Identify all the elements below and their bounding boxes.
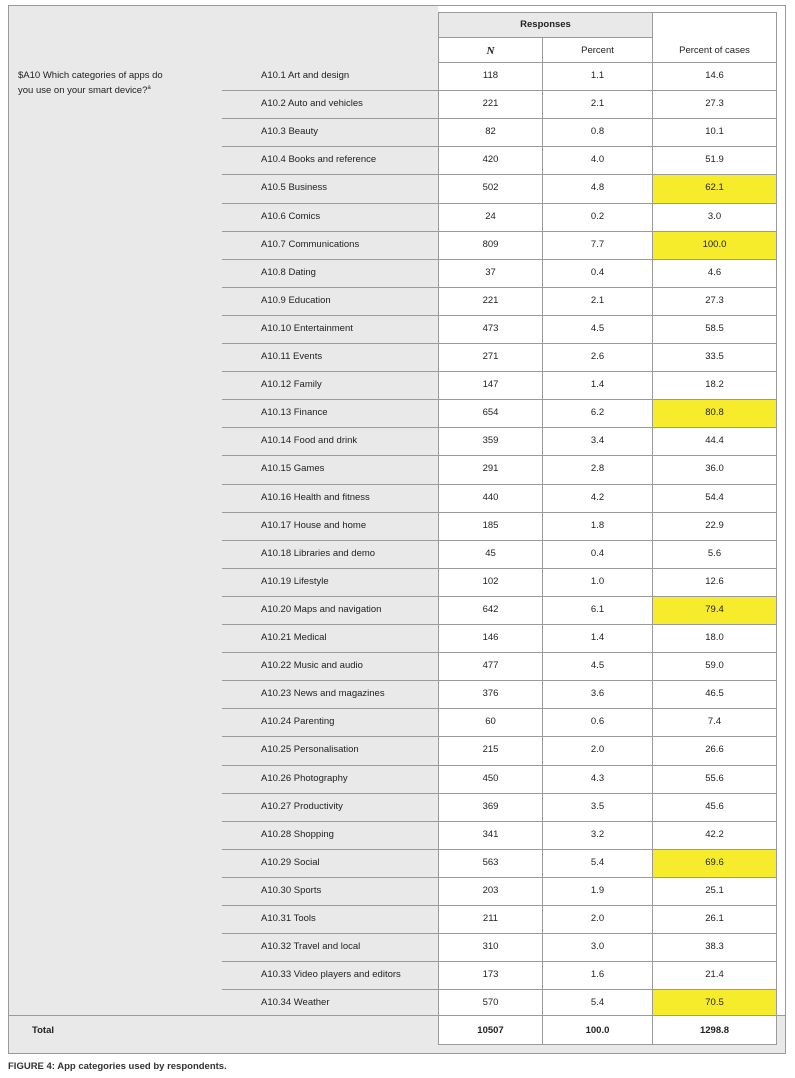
percent-header: Percent — [581, 45, 614, 56]
row-n: 291 — [482, 463, 499, 474]
row-n: 502 — [482, 182, 499, 193]
row-percent: 0.2 — [590, 211, 605, 222]
row-percent-of-cases: 62.1 — [705, 182, 724, 193]
row-percent-of-cases: 36.0 — [705, 463, 724, 474]
row-label: A10.6 Comics — [261, 211, 321, 222]
row-percent: 5.4 — [590, 997, 605, 1008]
row-percent: 4.2 — [590, 492, 605, 503]
row-percent: 2.0 — [590, 913, 605, 924]
row-percent-of-cases: 21.4 — [705, 969, 724, 980]
row-percent: 4.3 — [590, 773, 605, 784]
row-label: A10.26 Photography — [261, 773, 348, 784]
row-n: 642 — [482, 604, 499, 615]
row-label: A10.17 House and home — [261, 520, 367, 531]
row-divider — [222, 455, 438, 456]
row-label: A10.2 Auto and vehicles — [261, 98, 363, 109]
responses-header: Responses — [520, 19, 571, 30]
row-percent: 3.6 — [590, 688, 605, 699]
row-divider — [222, 287, 438, 288]
row-n: 450 — [482, 773, 499, 784]
row-label: A10.28 Shopping — [261, 829, 334, 840]
row-percent-of-cases: 25.1 — [705, 885, 724, 896]
row-n: 477 — [482, 660, 499, 671]
row-n: 24 — [485, 211, 496, 222]
row-divider — [222, 512, 438, 513]
row-percent: 2.0 — [590, 744, 605, 755]
row-divider — [222, 231, 438, 232]
row-divider — [222, 905, 438, 906]
n-header: N — [486, 45, 495, 57]
row-n: 60 — [485, 716, 496, 727]
row-percent-of-cases: 51.9 — [705, 154, 724, 165]
row-label: A10.10 Entertainment — [261, 323, 353, 334]
figure-caption: FIGURE 4: App categories used by respondents. — [8, 1061, 227, 1072]
row-label: A10.12 Family — [261, 379, 322, 390]
row-percent: 1.9 — [590, 885, 605, 896]
row-percent: 0.8 — [590, 126, 605, 137]
row-percent: 5.4 — [590, 857, 605, 868]
row-label: A10.3 Beauty — [261, 126, 319, 137]
row-percent: 0.4 — [590, 267, 605, 278]
row-percent: 6.1 — [590, 604, 605, 615]
row-divider — [222, 371, 438, 372]
percent-of-cases-header-cell — [652, 12, 777, 65]
row-percent-of-cases: 3.0 — [707, 211, 722, 222]
row-divider — [222, 961, 438, 962]
row-n: 341 — [482, 829, 499, 840]
percent-of-cases-header: Percent of cases — [679, 45, 750, 56]
row-label: A10.5 Business — [261, 182, 328, 193]
row-percent: 1.8 — [590, 520, 605, 531]
row-n: 185 — [482, 520, 499, 531]
row-n: 473 — [482, 323, 499, 334]
row-percent-of-cases: 27.3 — [705, 295, 724, 306]
row-percent: 1.0 — [590, 576, 605, 587]
row-divider — [222, 343, 438, 344]
row-label: A10.21 Medical — [261, 632, 327, 643]
row-n: 102 — [482, 576, 499, 587]
row-n: 809 — [482, 239, 499, 250]
row-percent-of-cases: 54.4 — [705, 492, 724, 503]
row-divider — [222, 484, 438, 485]
row-divider — [222, 765, 438, 766]
row-n: 376 — [482, 688, 499, 699]
row-n: 37 — [485, 267, 496, 278]
row-divider — [222, 793, 438, 794]
row-percent-of-cases: 55.6 — [705, 773, 724, 784]
row-percent: 0.6 — [590, 716, 605, 727]
row-label: A10.34 Weather — [261, 997, 330, 1008]
row-percent-of-cases: 44.4 — [705, 435, 724, 446]
row-divider — [222, 118, 438, 119]
row-percent-of-cases: 12.6 — [705, 576, 724, 587]
row-divider — [222, 652, 438, 653]
row-label: A10.19 Lifestyle — [261, 576, 329, 587]
row-percent-of-cases: 45.6 — [705, 801, 724, 812]
row-percent-of-cases: 42.2 — [705, 829, 724, 840]
row-percent: 6.2 — [590, 407, 605, 418]
row-percent: 0.4 — [590, 548, 605, 559]
row-n: 82 — [485, 126, 496, 137]
row-divider — [222, 399, 438, 400]
row-label: A10.22 Music and audio — [261, 660, 363, 671]
row-percent: 4.5 — [590, 323, 605, 334]
row-divider — [222, 933, 438, 934]
row-percent: 3.0 — [590, 941, 605, 952]
row-label: A10.9 Education — [261, 295, 331, 306]
row-percent-of-cases: 5.6 — [707, 548, 722, 559]
row-percent-of-cases: 80.8 — [705, 407, 724, 418]
row-label: A10.14 Food and drink — [261, 435, 358, 446]
row-divider — [222, 315, 438, 316]
row-n: 310 — [482, 941, 499, 952]
row-percent: 3.5 — [590, 801, 605, 812]
row-divider — [222, 174, 438, 175]
question-line-1: $A10 Which categories of apps do — [18, 70, 163, 81]
row-divider — [222, 90, 438, 91]
row-label: A10.18 Libraries and demo — [261, 548, 376, 559]
row-label: A10.11 Events — [261, 351, 323, 362]
row-n: 221 — [482, 98, 499, 109]
row-percent-of-cases: 100.0 — [702, 239, 727, 250]
row-percent-of-cases: 18.0 — [705, 632, 724, 643]
row-divider — [222, 849, 438, 850]
total-n: 10507 — [477, 1025, 504, 1036]
row-n: 211 — [482, 913, 499, 924]
row-label: A10.7 Communications — [261, 239, 360, 250]
row-divider — [222, 708, 438, 709]
row-label: A10.32 Travel and local — [261, 941, 361, 952]
row-n: 147 — [482, 379, 499, 390]
row-percent-of-cases: 27.3 — [705, 98, 724, 109]
row-percent: 3.4 — [590, 435, 605, 446]
row-percent: 1.4 — [590, 379, 605, 390]
row-percent-of-cases: 69.6 — [705, 857, 724, 868]
row-label: A10.8 Dating — [261, 267, 316, 278]
row-label: A10.25 Personalisation — [261, 744, 359, 755]
row-divider — [222, 540, 438, 541]
row-divider — [222, 146, 438, 147]
row-divider — [222, 680, 438, 681]
total-percent: 100.0 — [585, 1025, 610, 1036]
row-n: 369 — [482, 801, 499, 812]
row-percent: 7.7 — [590, 239, 605, 250]
row-percent-of-cases: 7.4 — [707, 716, 722, 727]
row-percent: 4.8 — [590, 182, 605, 193]
row-n: 440 — [482, 492, 499, 503]
row-percent-of-cases: 14.6 — [705, 70, 724, 81]
header-corner — [9, 6, 438, 64]
row-percent: 2.6 — [590, 351, 605, 362]
row-percent-of-cases: 26.1 — [705, 913, 724, 924]
row-percent: 3.2 — [590, 829, 605, 840]
row-percent-of-cases: 58.5 — [705, 323, 724, 334]
row-n: 215 — [482, 744, 499, 755]
row-percent: 1.6 — [590, 969, 605, 980]
row-percent: 2.1 — [590, 98, 605, 109]
row-label: A10.23 News and magazines — [261, 688, 385, 699]
row-percent: 2.1 — [590, 295, 605, 306]
row-n: 570 — [482, 997, 499, 1008]
row-percent: 1.1 — [590, 70, 605, 81]
row-divider — [222, 568, 438, 569]
row-label: A10.30 Sports — [261, 885, 322, 896]
row-label: A10.16 Health and fitness — [261, 492, 370, 503]
total-label: Total — [32, 1025, 54, 1036]
row-divider — [222, 596, 438, 597]
row-divider — [222, 877, 438, 878]
row-label: A10.33 Video players and editors — [261, 969, 401, 980]
row-label: A10.15 Games — [261, 463, 325, 474]
question-footnote-mark: a — [147, 85, 151, 91]
row-n: 271 — [482, 351, 499, 362]
row-divider — [222, 736, 438, 737]
row-percent-of-cases: 10.1 — [705, 126, 724, 137]
row-divider — [222, 624, 438, 625]
row-percent-of-cases: 79.4 — [705, 604, 724, 615]
row-percent: 1.4 — [590, 632, 605, 643]
row-n: 563 — [482, 857, 499, 868]
row-divider — [222, 427, 438, 428]
row-n: 146 — [482, 632, 499, 643]
row-label: A10.4 Books and reference — [261, 154, 377, 165]
row-label: A10.29 Social — [261, 857, 320, 868]
row-divider — [222, 821, 438, 822]
row-percent: 2.8 — [590, 463, 605, 474]
row-percent-of-cases: 38.3 — [705, 941, 724, 952]
row-divider — [222, 989, 438, 990]
row-percent-of-cases: 59.0 — [705, 660, 724, 671]
row-n: 420 — [482, 154, 499, 165]
row-n: 173 — [482, 969, 499, 980]
row-n: 359 — [482, 435, 499, 446]
row-label: A10.13 Finance — [261, 407, 328, 418]
row-percent-of-cases: 26.6 — [705, 744, 724, 755]
row-percent-of-cases: 33.5 — [705, 351, 724, 362]
row-label: A10.31 Tools — [261, 913, 316, 924]
row-n: 654 — [482, 407, 499, 418]
row-label: A10.1 Art and design — [261, 70, 350, 81]
row-divider — [222, 203, 438, 204]
total-cases: 1298.8 — [699, 1025, 730, 1036]
row-n: 45 — [485, 548, 496, 559]
row-percent-of-cases: 18.2 — [705, 379, 724, 390]
row-percent: 4.5 — [590, 660, 605, 671]
row-percent-of-cases: 22.9 — [705, 520, 724, 531]
row-percent: 4.0 — [590, 154, 605, 165]
row-label: A10.20 Maps and navigation — [261, 604, 382, 615]
row-n: 221 — [482, 295, 499, 306]
row-n: 118 — [482, 70, 499, 81]
row-divider — [222, 259, 438, 260]
row-n: 203 — [482, 885, 499, 896]
row-label: A10.24 Parenting — [261, 716, 335, 727]
row-percent-of-cases: 46.5 — [705, 688, 724, 699]
row-label: A10.27 Productivity — [261, 801, 343, 812]
row-percent-of-cases: 70.5 — [705, 997, 724, 1008]
row-percent-of-cases: 4.6 — [707, 267, 722, 278]
question-line-2: you use on your smart device?$^a$ — [18, 85, 151, 97]
